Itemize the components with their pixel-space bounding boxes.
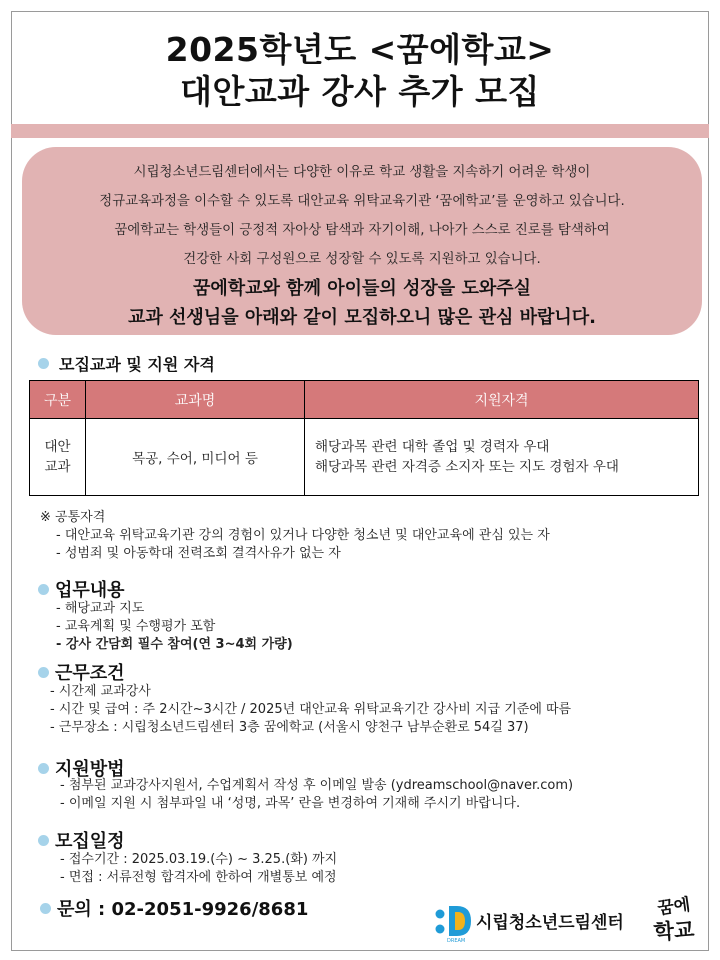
conditions-list — [50, 683, 571, 737]
table-header-subject: 교과명 — [86, 381, 305, 419]
section-heading-text: 지원방법 — [55, 759, 125, 780]
table-header-qualification: 지원자격 — [305, 381, 699, 419]
bullet-dot-icon — [38, 667, 49, 678]
intro-line: 꿈에학교는 학생들이 긍정적 자아상 탐색과 자기이해, 나아가 스스로 진로를 탐색하여 — [114, 223, 610, 238]
qualification-line: 해당과목 관련 자격증 소지자 또는 지도 경험자 우대 — [315, 459, 619, 475]
title-line-1: 2025학년도 <꿈에학교> — [165, 30, 555, 69]
intro-box — [22, 147, 702, 335]
qualifications-table — [29, 380, 699, 496]
list-item: - 첨부된 교과강사지원서, 수업계획서 작성 후 이메일 발송 (ydreamschool@naver.com) — [60, 778, 574, 793]
dream-logo-mark-icon — [432, 900, 478, 944]
school-mark-line: 꿈에 — [656, 894, 692, 920]
table-header-row — [30, 381, 699, 419]
school-logo-mark — [646, 896, 702, 948]
footer-logo — [432, 896, 708, 948]
intro-emphasis-line: 교과 선생님을 아래와 같이 모집하오니 많은 관심 바랍니다. — [127, 307, 596, 328]
section-qualifications-heading — [38, 352, 215, 375]
section-heading-text: 모집교과 및 지원 자격 — [59, 355, 215, 374]
list-item: - 면접 : 서류전형 합격자에 한하여 개별통보 예정 — [60, 870, 337, 885]
list-item: - 접수기간 : 2025.03.19.(수) ~ 3.25.(화) 까지 — [60, 852, 338, 867]
list-item: - 이메일 지원 시 첨부파일 내 ‘성명, 과목’ 란을 변경하여 기재해 주시기 바랍니다. — [60, 796, 521, 811]
common-qualifications — [40, 509, 550, 563]
bullet-dot-icon — [38, 358, 49, 369]
school-mark-line: 학교 — [652, 916, 696, 945]
category-line: 교과 — [44, 459, 71, 475]
common-qualification-item: - 성범죄 및 아동학대 전력조회 결격사유가 없는 자 — [56, 546, 341, 561]
list-item: - 교육계획 및 수행평가 포함 — [56, 619, 216, 634]
common-qualifications-title: ※ 공통자격 — [40, 510, 106, 525]
section-heading-text: 모집일정 — [55, 831, 125, 852]
table-header-category: 구분 — [30, 381, 86, 419]
intro-emphasis-line: 꿈에학교와 함께 아이들의 성장을 도와주실 — [192, 278, 532, 299]
common-qualification-item: - 대안교육 위탁교육기관 강의 경험이 있거나 다양한 청소년 및 대안교육에 관심 있는 자 — [56, 528, 550, 543]
category-line: 대안 — [44, 439, 71, 455]
table-cell-subjects: 목공, 수어, 미디어 등 — [86, 419, 305, 496]
duties-list — [56, 600, 293, 654]
org-name: 시립청소년드림센터 — [476, 913, 624, 933]
bullet-dot-icon — [40, 903, 51, 914]
list-item: - 근무장소 : 시립청소년드림센터 3층 꿈에학교 (서울시 양천구 남부순환로 54길 37) — [50, 720, 529, 735]
qualification-line: 해당과목 관련 대학 졸업 및 경력자 우대 — [315, 439, 550, 455]
section-conditions-heading — [38, 659, 125, 685]
section-duties-heading — [38, 576, 125, 602]
table-cell-category — [30, 419, 86, 496]
list-item-bold: - 강사 간담회 필수 참여(연 3~4회 가량) — [56, 637, 293, 652]
dream-mark-caption: DREAM — [447, 938, 466, 944]
intro-line: 시립청소년드림센터에서는 다양한 이유로 학교 생활을 지속하기 어려운 학생이 — [133, 165, 591, 180]
list-item: - 시간 및 급여 : 주 2시간~3시간 / 2025년 대안교육 위탁교육기간 강사비 지급 기준에 따름 — [50, 702, 572, 717]
table-cell-qualification — [305, 419, 699, 496]
section-schedule-heading — [38, 827, 125, 853]
section-heading-text: 업무내용 — [55, 580, 125, 601]
apply-list — [60, 777, 573, 813]
intro-line: 건강한 사회 구성원으로 성장할 수 있도록 지원하고 있습니다. — [183, 252, 541, 267]
contact-text: 문의 : 02-2051-9926/8681 — [57, 899, 309, 920]
title-line-2: 대안교과 강사 추가 모집 — [180, 72, 540, 111]
title-divider-band — [11, 124, 709, 138]
bullet-dot-icon — [38, 584, 49, 595]
schedule-list — [60, 851, 337, 887]
bullet-dot-icon — [38, 835, 49, 846]
title-block — [11, 11, 709, 124]
contact-line — [40, 895, 308, 921]
section-heading-text: 근무조건 — [55, 663, 125, 684]
table-row — [30, 419, 699, 496]
list-item: - 해당교과 지도 — [56, 601, 145, 616]
intro-line: 정규교육과정을 이수할 수 있도록 대안교육 위탁교육기관 ‘꿈에학교’를 운영하고 있습니다. — [99, 194, 625, 209]
list-item: - 시간제 교과강사 — [50, 684, 151, 699]
bullet-dot-icon — [38, 763, 49, 774]
